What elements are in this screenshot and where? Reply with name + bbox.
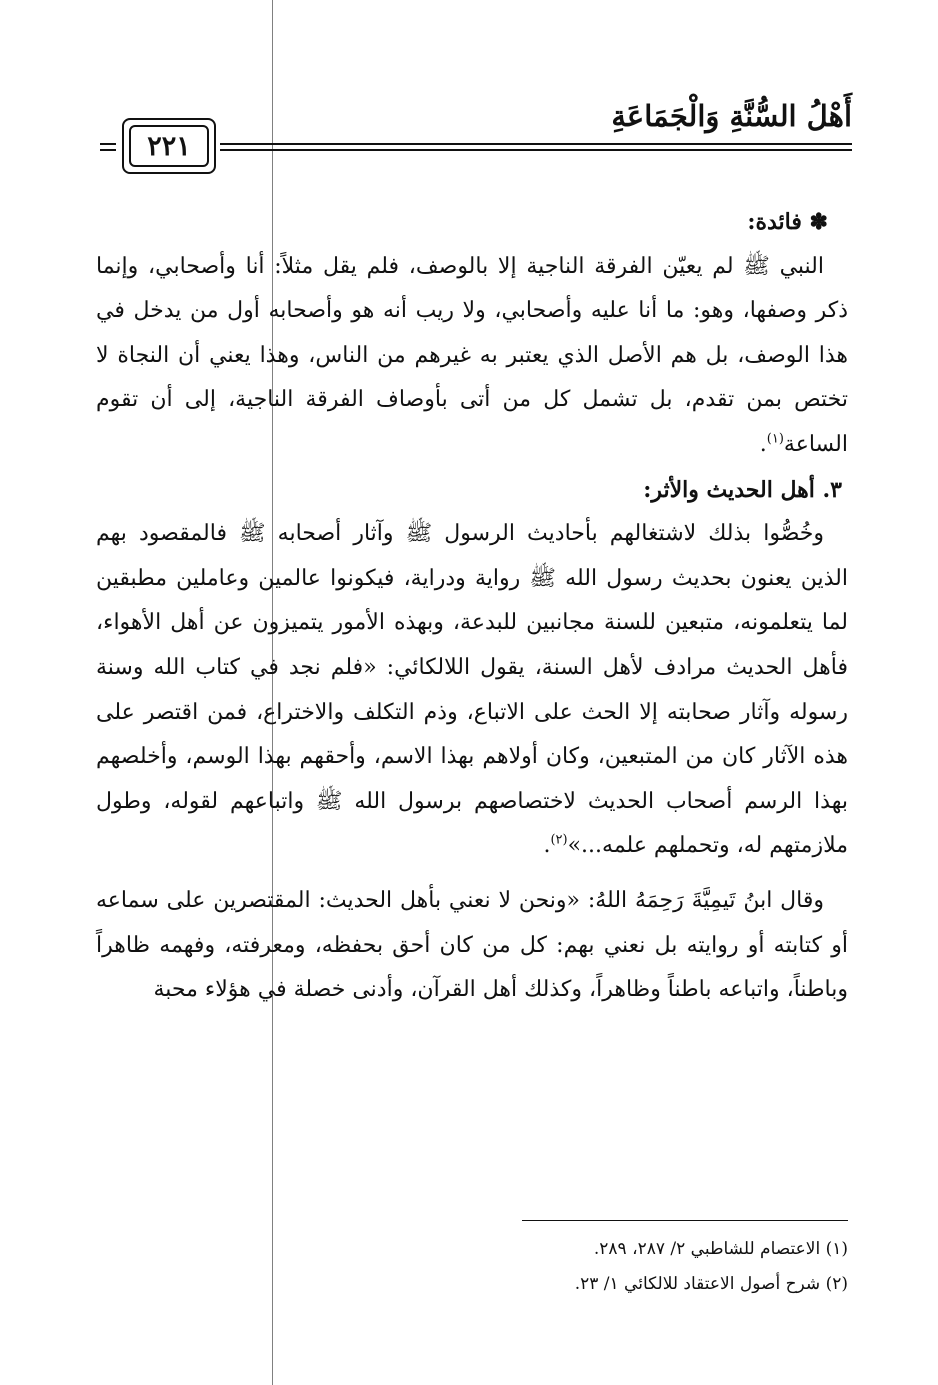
paragraph-ahl-al-hadith-text: وخُصُّوا بذلك لاشتغالهم بأحاديث الرسول ﷺ وآثار أصحابه ﷺ فالمقصود بهم الذين يعنون بحديث رسول الله ﷺ رواية ودراية، فيكونوا عالمين وعاملين مطبقين لما يتعلمونه، متبعين للسنة مجانبين للبدعة، وبهذه الأمور يتميزون عن أهل الأهواء، فأهل الحديث مرادف لأهل السنة، يقول اللالكائي: «فلم نجد في كتاب الله وسنة رسوله وآثار صحابته إلا الحث على الاتباع، وذم التكلف والاختراع، فمن اقتصر على هذه الآثار كان من المتبعين، وكان أولاهم بهذا الاسم، وأحقهم بهذا الوسم، وأخلصهم بهذا الرسم أصحاب الحديث لاختصاصهم برسول الله ﷺ واتباعهم لقوله، وطول ملازمتهم له، وتحملهم علمه...» — [96, 521, 848, 859]
page-header — [100, 96, 852, 186]
faida-paragraph — [96, 245, 848, 468]
footnote-ref-1: (١) — [766, 431, 784, 447]
section-heading-ahl-al-hadith: ٣. أهل الحديث والأثر: — [643, 476, 842, 503]
header-rule-bottom — [220, 149, 852, 151]
header-rule-left-bottom — [100, 149, 116, 151]
footnote-separator — [522, 1220, 848, 1221]
page-body — [96, 200, 848, 1013]
paragraph-ahl-al-hadith — [96, 512, 848, 869]
header-rule-top — [220, 143, 852, 145]
paragraph-ibn-taymiyyah: وقال ابنُ تَيمِيَّةَ رَحِمَهُ اللهُ: «ونحن لا نعني بأهل الحديث: المقتصرين على سماعه أو كتابته أو روايته بل نعني بهم: كل من كان أحق بحفظه، ومعرفته، وفهمه ظاهراً وباطناً، واتباعه باطناً وظاهراً، وكذلك أهل القرآن، وأدنى خصلة في هؤلاء محبة — [96, 887, 848, 1003]
page-number-frame — [122, 118, 216, 174]
page-number: ٢٢١ — [129, 125, 209, 167]
header-rule-left-top — [100, 143, 116, 145]
footnote-2: (٢) شرح أصول الاعتقاد للالكائي ١/ ٢٣. — [574, 1274, 848, 1294]
faida-heading: ✽ فائدة: — [747, 209, 828, 235]
running-title: أَهْلُ السُّنَّةِ وَالْجَمَاعَةِ — [611, 99, 852, 133]
footnotes — [96, 1232, 848, 1302]
paragraph-ahl-al-hadith-end: . — [543, 833, 551, 859]
footnote-1: (١) الاعتصام للشاطبي ٢/ ٢٨٧، ٢٨٩. — [593, 1239, 848, 1259]
footnote-ref-2: (٢) — [550, 832, 568, 848]
faida-paragraph-text: النبي ﷺ لم يعيّن الفرقة الناجية إلا بالوصف، فلم يقل مثلاً: أنا وأصحابي، وإنما ذكر وصفها، وهو: ما أنا عليه وأصحابي، ولا ريب أنه هو وأصحابه أول من يدخل في هذا الوصف، بل هم الأصل الذي يعتبر به غيرهم من الناس، وهذا يعني أن النجاة لا تختص بمن تقدم، بل تشمل كل من أتى بأوصاف الفرقة الناجية، إلى أن تقوم الساعة — [96, 253, 848, 457]
faida-paragraph-end: . — [759, 431, 767, 457]
paragraph-gap — [96, 869, 848, 879]
